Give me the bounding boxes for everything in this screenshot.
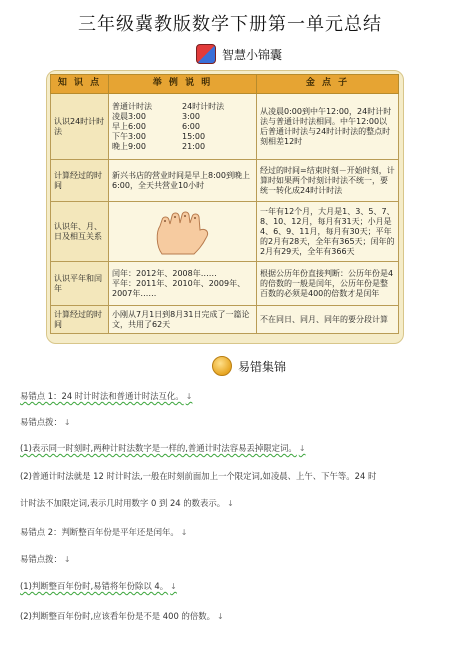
example-cell: 小刚从7月1日到8月31日完成了一篇论文，共用了62天 [109,306,257,334]
table-row [51,160,399,202]
example-value: 3:00 [182,111,200,121]
table-row [51,202,399,262]
book-icon [196,44,216,64]
table-row [51,306,399,334]
mistake-tip-line: (1)表示同一时刻时,两种计时法数字是一样的,普通计时法容易丢掉限定词。 ↓ [20,443,306,453]
table-row [51,262,399,306]
example-value: 21:00 [182,141,206,151]
example-value: 6:00 [182,121,200,131]
summary-table [50,74,399,334]
example-cell: 新兴书店的营业时间是早上8:00到晚上6:00，全天共营业10小时 [109,160,257,202]
section-title: 易错集锦 [238,359,287,374]
tip-cell: 一年有12个月，大月是1、3、5、7、8、10、12月，每月有31天；小月是4、6、9、11月，每月有30天；平年的2月有28天，全年有365天；闰年的2月有29天，全年有366天 [257,202,399,262]
mistake-tip-line: (1)判断整百年份时,易错将年份除以 4。 ↓ [20,581,177,591]
topic-cell: 计算经过的时间 [51,160,109,202]
example-cell [109,94,257,160]
mistake-tip-line: (2)判断整百年份时,应该看年份是不是 400 的倍数。 ↓ [20,611,224,621]
lightbulb-icon [212,356,232,376]
table-row [51,94,399,160]
page-title: 三年级冀教版数学下册第一单元总结 [78,14,382,35]
example-cell: 闰年：2012年、2008年…… 平年：2011年、2010年、2009年、2007年…… [109,262,257,306]
hand-knuckle-months-icon [148,206,218,258]
example-header-left: 普通计时法 [112,101,152,111]
topic-cell: 认识平年和闰年 [51,262,109,306]
topic-cell: 认识24时计时法 [51,94,109,160]
table-header: 举 例 说 明 [109,75,257,94]
mistake-heading: 易错点 2：判断整百年份是平年还是闰年。 ↓ [20,527,188,537]
example-value: 15:00 [182,131,206,141]
example-cell [109,202,257,262]
table-header: 知 识 点 [51,75,109,94]
tip-cell: 从凌晨0:00到中午12:00，24时计时法与普通计时法相同。中午12:00以后普通计时法与24时计时法的整点时刻相差12时 [257,94,399,160]
topic-cell: 计算经过的时间 [51,306,109,334]
mistake-heading: 易错点 1：24 时计时法和普通计时法互化。 ↓ [20,391,193,401]
mistake-tip-label: 易错点拨： ↓ [20,554,71,564]
example-value: 凌晨3:00 [112,111,146,121]
tip-cell: 不在同日、同月、同年的要分段计算 [257,306,399,334]
section-header-tips [196,44,282,64]
example-value: 晚上9:00 [112,141,146,151]
mistake-tip-line: (2)普通计时法就是 12 时计时法,一般在时刻前面加上一个限定词,如凌晨、上午、下午等。24 时 [20,471,377,481]
section-title: 智慧小锦囊 [222,47,283,62]
tip-cell: 根据公历年份直接判断：公历年份是4的倍数的一般是闰年，公历年份是整百数的必须是400的倍数才是闰年 [257,262,399,306]
mistake-tip-label: 易错点拨： ↓ [20,417,71,427]
tip-cell: 经过的时间=结束时刻－开始时刻，计算时如果两个时刻计时法不统一，要统一转化成24时计时法 [257,160,399,202]
example-header-right: 24时计时法 [182,101,225,111]
example-value: 早上6:00 [112,121,146,131]
topic-cell: 认识年、月、日及相互关系 [51,202,109,262]
time-conversion-list [112,102,253,152]
section-header-mistakes [212,356,286,376]
mistake-tip-line: 计时法不加限定词,表示几时用数字 0 到 24 的数表示。 ↓ [20,498,234,508]
table-header: 金 点 子 [257,75,399,94]
example-value: 下午3:00 [112,131,146,141]
